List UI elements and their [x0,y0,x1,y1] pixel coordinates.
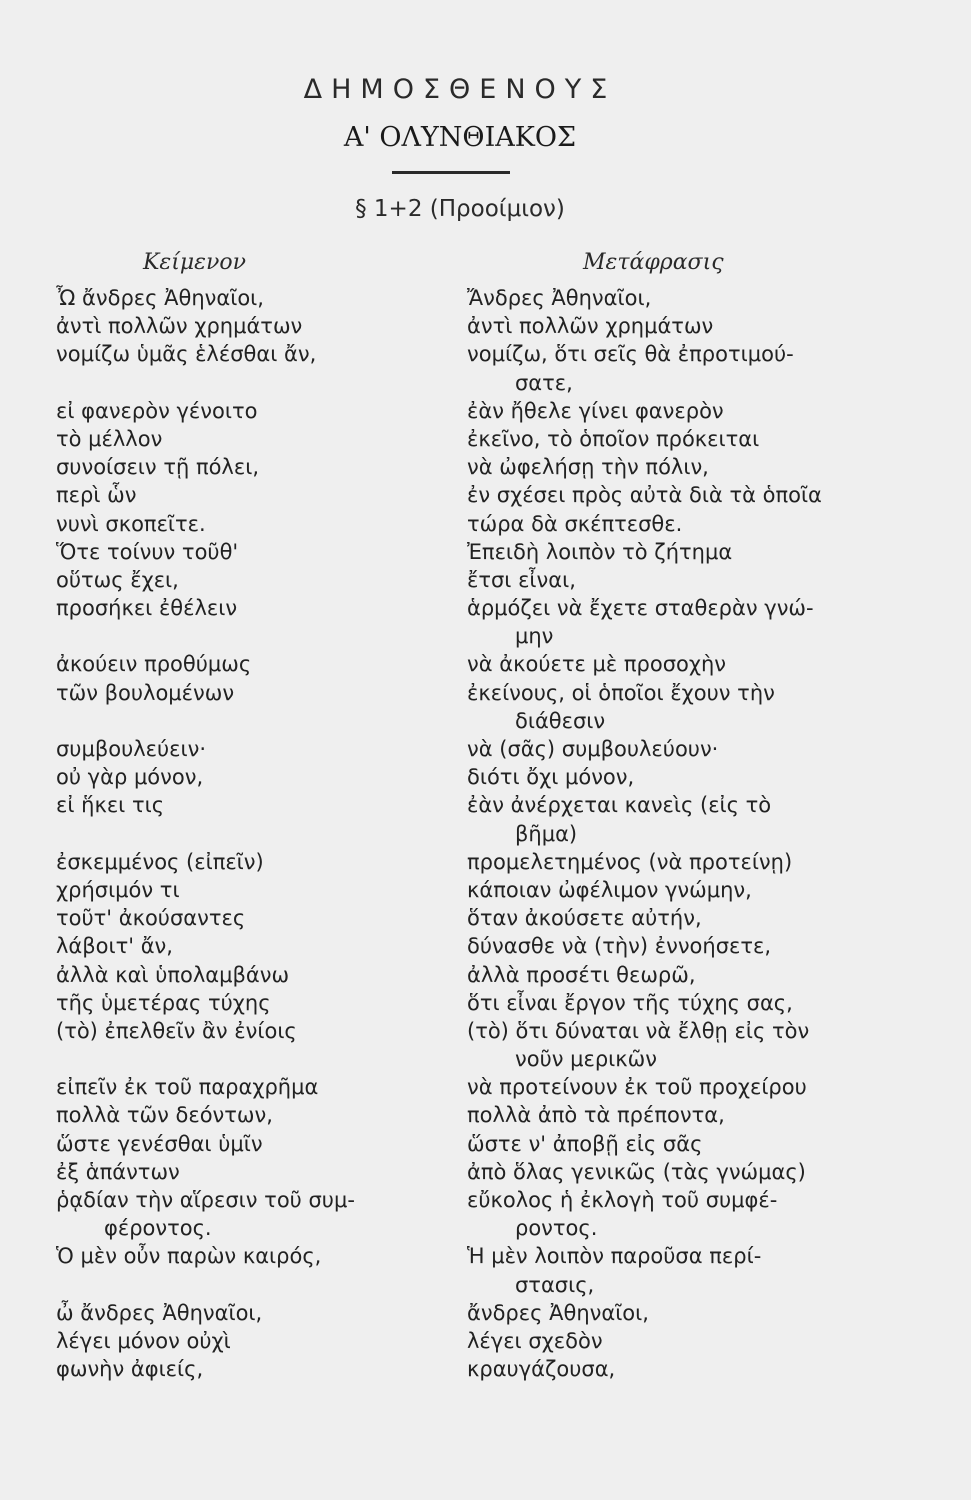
translation-line: Ἄνδρες Ἀθηναῖοι, [467,286,652,310]
text-line [56,622,456,650]
translation-line: ὥστε ν' ἀποβῇ εἰς σᾶς [467,1131,703,1156]
translation-line: διάθεσιν [515,708,606,733]
text-line: τῶν βουλομένων [56,680,235,705]
translation-line: ροντος. [515,1216,598,1241]
translation-line: προμελετημένος (νὰ προτείνῃ) [467,849,793,874]
translation-line: ἀπὸ ὅλας γενικῶς (τὰς γνώμας) [467,1159,806,1184]
text-line: εἰ φανερὸν γένοιτο [56,398,258,423]
text-line: Ὅτε τοίνυν τοῦθ' [56,539,239,564]
translation-line: δύνασθε νὰ (τὴν) ἐννοήσετε, [467,934,772,959]
text-line: νομίζω ὑμᾶς ἑλέσθαι ἄν, [56,342,317,367]
text-line: φέροντος. [104,1216,212,1241]
text-line: ὥστε γενέσθαι ὑμῖν [56,1131,263,1156]
translation-line: νὰ προτείνουν ἐκ τοῦ προχείρου [467,1075,807,1100]
translation-line: ὅτι εἶναι ἔργον τῆς τύχης σας, [467,990,793,1015]
translation-line: κραυγάζουσα, [467,1357,616,1382]
translation-line: λέγει σχεδὸν [467,1328,603,1353]
translation-column [467,284,937,1383]
translation-line: ἔτσι εἶναι, [467,567,576,592]
translation-line: νὰ ἀκούετε μὲ προσοχὴν [467,652,727,677]
text-line [56,707,456,735]
text-line: χρήσιμόν τι [56,877,180,902]
translation-line: νοῦν μερικῶν [515,1047,657,1072]
text-line [56,369,456,397]
translation-line: ὅταν ἀκούσετε αὐτήν, [467,906,702,931]
translation-line: βῆμα) [515,821,578,846]
translation-line: μην [515,624,554,649]
text-line: εἰ ἥκει τις [56,793,165,818]
translation-line: κάποιαν ὠφέλιμον γνώμην, [467,877,752,902]
text-line: ἀντὶ πολλῶν χρημάτων [56,314,303,339]
translation-line: Ἐπειδὴ λοιπὸν τὸ ζήτημα [467,539,733,564]
text-line: ῥᾳδίαν τὴν αἵρεσιν τοῦ συμ- [56,1188,355,1212]
translation-line: ἄνδρες Ἀθηναῖοι, [467,1300,649,1325]
translation-line: νομίζω, ὅτι σεῖς θὰ ἐπροτιμού- [467,342,794,367]
translation-line: νὰ ὠφελήσῃ τὴν πόλιν, [467,455,709,480]
text-line: συμβουλεύειν· [56,737,207,761]
translation-line: τώρα δὰ σκέπτεσθε. [467,511,683,536]
text-line: πολλὰ τῶν δεόντων, [56,1103,273,1128]
text-line: φωνὴν ἀφιείς, [56,1357,204,1382]
text-line: ἐσκεμμένος (εἰπεῖν) [56,849,264,874]
text-line: ἀκούειν προθύμως [56,652,252,677]
text-line: οὐ γὰρ μόνον, [56,765,204,790]
text-line: ἐξ ἁπάντων [56,1159,180,1184]
text-line: εἰπεῖν ἐκ τοῦ παραχρῆμα [56,1075,319,1100]
translation-line: ἐκείνους, οἱ ὁποῖοι ἔχουν τὴν [467,680,775,705]
text-line [56,1045,456,1073]
text-line: (τὸ) ἐπελθεῖν ἂν ἐνίοις [56,1018,297,1043]
work-title: Α' ΟΛΥΝΘΙΑΚΟΣ [343,122,577,153]
text-line: τὸ μέλλον [56,426,163,451]
translation-line: ἐὰν ἤθελε γίνει φανερὸν [467,398,724,423]
translation-line: νὰ (σᾶς) συμβουλεύουν· [467,737,719,761]
text-line: Ὁ μὲν οὖν παρὼν καιρός, [56,1244,322,1269]
text-line: συνοίσειν τῇ πόλει, [56,455,259,480]
translation-line: ἀντὶ πολλῶν χρημάτων [467,314,714,339]
translation-line: στασις, [515,1272,595,1297]
text-line: νυνὶ σκοπεῖτε. [56,511,206,536]
translation-line: ἐκεῖνο, τὸ ὁποῖον πρόκειται [467,426,760,451]
translation-line: εὔκολος ἡ ἐκλογὴ τοῦ συμφέ- [467,1188,778,1212]
title-rule [392,171,510,174]
text-line: Ὦ ἄνδρες Ἀθηναῖοι, [56,286,264,310]
translation-line: σατε, [515,370,573,395]
greek-text-column [56,284,456,1383]
text-line: λέγει μόνον οὐχὶ [56,1328,231,1353]
translation-line: πολλὰ ἀπὸ τὰ πρέποντα, [467,1103,725,1128]
text-line [56,1271,456,1299]
translation-line: Ἡ μὲν λοιπὸν παροῦσα περί- [467,1244,762,1269]
translation-line: ἐν σχέσει πρὸς αὐτὰ διὰ τὰ ὁποῖα [467,483,822,508]
text-line: τῆς ὑμετέρας τύχης [56,990,271,1015]
translation-line: ἁρμόζει νὰ ἔχετε σταθερὰν γνώ- [467,596,814,621]
text-line: ἀλλὰ καὶ ὑπολαμβάνω [56,962,290,987]
section-heading: § 1+2 (Προοίμιον) [355,196,565,222]
translation-line: ἐὰν ἀνέρχεται κανεὶς (εἰς τὸ [467,793,772,818]
text-line: λάβοιτ' ἄν, [56,934,173,959]
author-title: ΔΗΜΟΣΘΕΝΟΥΣ [303,74,617,105]
text-line: ὦ ἄνδρες Ἀθηναῖοι, [56,1300,263,1325]
text-line: προσήκει ἐθέλειν [56,596,238,621]
translation-line: ἀλλὰ προσέτι θεωρῶ, [467,962,696,987]
translation-line: (τὸ) ὅτι δύναται νὰ ἔλθῃ εἰς τὸν [467,1018,810,1043]
text-line: οὕτως ἔχει, [56,567,179,592]
text-line [56,820,456,848]
left-column-heading: Κείμενον [143,250,246,275]
text-line: περὶ ὧν [56,483,137,508]
translation-line: διότι ὄχι μόνον, [467,765,635,790]
text-line: τοῦτ' ἀκούσαντες [56,906,246,931]
right-column-heading: Μετάφρασις [583,250,724,275]
